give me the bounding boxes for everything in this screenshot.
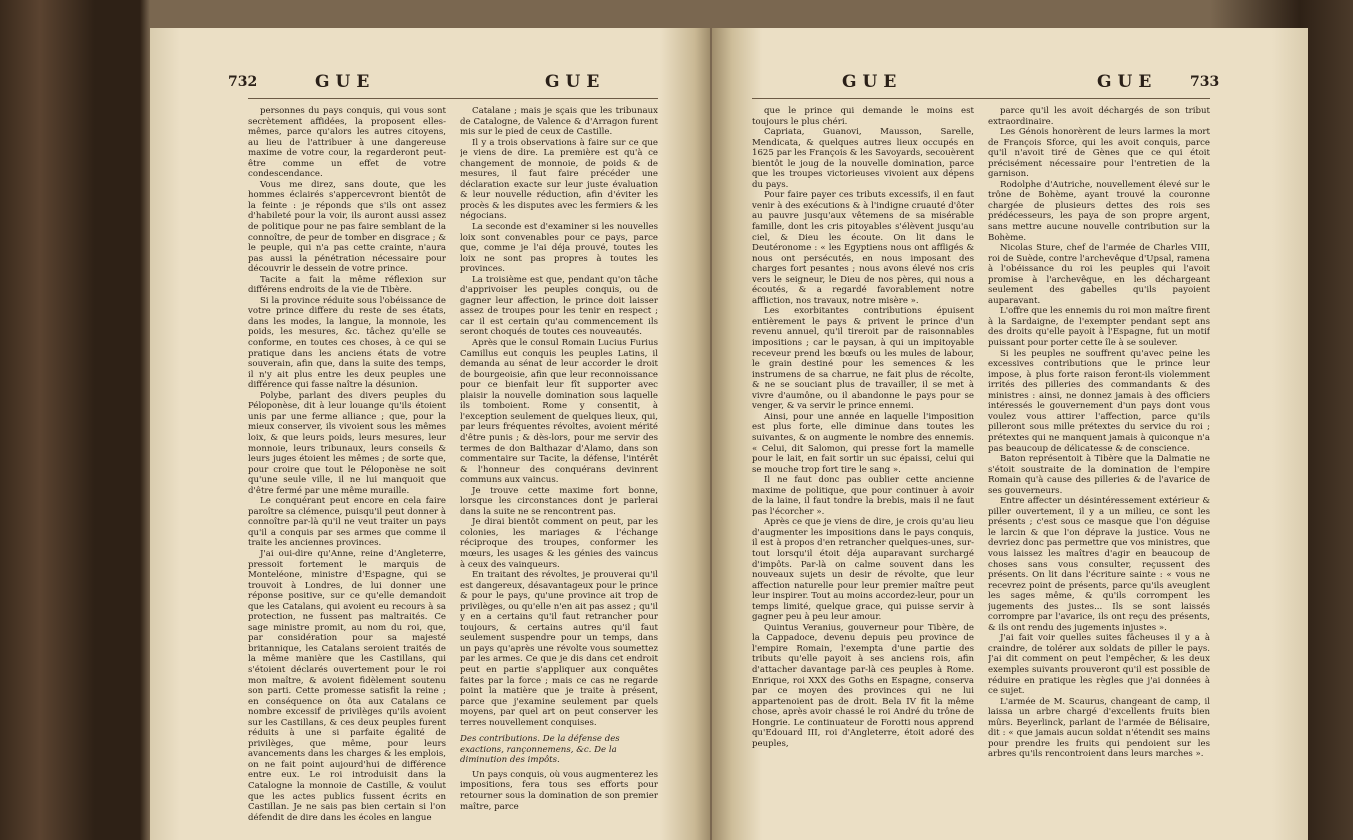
- paragraph: J'ai oui-dire qu'Anne, reine d'Angleterre, pressoit fortement le marquis de Monteléone, ministre d'Espagne, qui se trouvoit à Londres, de lui donner une réponse positive, sur ce qu'elle demandoit que les Catalans, qui avoient eu recours à sa protection, ne fussent pas maltraités. Ce sage ministre promit, au nom du roi, que, par considération pour sa majesté britannique, les Catalans seroient traités de la même manière que les Castillans, qui s'étoient déclarés ouvertement pour le roi mon maître, & avoient fidèlement soutenu son parti. Cette promesse satisfit la reine ; en conséquence on ôta aux Catalans ce nombre excessif de privilèges qu'ils avoient sur les Castillans, & ces deux peuples furent réduits à une si parfaite égalité de privilèges, que même, pour leurs avancements dans les charges & les emplois, on ne fait point aujourd'hui de différence entre eux. Le roi introduisit dans la Catalogne la monnoie de Castille, & voulut que les actes publics fussent écrits en Castillan. Je ne sais pas bien certain si l'on défendit de dire dans les écoles en langue: [248, 548, 446, 823]
- paragraph: Il y a trois observations à faire sur ce que je viens de dire. La première est qu'à ce changement de monnoie, de poids & de mesures, il faut faire précéder une déclaration exacte sur leur juste évaluation & leur nouvelle réduction, afin d'éviter les procès & les disputes avec les fermiers & les négocians.: [460, 137, 658, 222]
- running-head: GUE: [842, 72, 903, 92]
- paragraph: Il ne faut donc pas oublier cette ancienne maxime de politique, que pour continuer à avoir de la laine, il faut tondre la brebis, mais il ne faut pas l'écorcher ».: [752, 475, 974, 517]
- text-column: [248, 106, 446, 840]
- paragraph: La troisième est que, pendant qu'on tâche d'apprivoiser les peuples conquis, ou de gagner leur affection, le prince doit laisser assez de troupes pour les tenir en respect ; car il est certain qu'au commencement ils seront choqués de toutes ces nouveautés.: [460, 274, 658, 338]
- section-heading: Des contributions. De la défense des exactions, rançonnemens, &c. De la diminution des impôts.: [460, 734, 620, 766]
- page-number: 732: [228, 74, 258, 90]
- page-number: 733: [1190, 74, 1220, 90]
- paragraph: Catalane ; mais je sçais que les tribunaux de Catalogne, de Valence & d'Arragon furent mis sur le pied de ceux de Castille.: [460, 106, 658, 138]
- text-column: [988, 106, 1210, 840]
- paragraph: Baton représentoit à Tibère que la Dalmatie ne s'étoit soustraite de la domination de l'empire Romain qu'à cause des pilleries & de l'avarice de ses gouverneurs.: [988, 454, 1210, 496]
- header-rule: [248, 98, 658, 99]
- paragraph: parce qu'il les avoit déchargés de son tribut extraordinaire.: [988, 106, 1210, 127]
- paragraph: Je dirai bientôt comment on peut, par les colonies, les mariages & l'échange réciproque des troupes, conformer les mœurs, les usages & les génies des vaincus à ceux des vainqueurs.: [460, 517, 658, 570]
- running-head: GUE: [315, 72, 376, 92]
- paragraph: Après que le consul Romain Lucius Furius Camillus eut conquis les peuples Latins, il demanda au sénat de leur accorder le droit de bourgeoisie, afin que leur reconnoissance pour ce bienfait leur fît supporter avec plaisir la nouvelle domination sous laquelle ils tomboient. Rome y consentit, à l'exception seulement de quelques lieux, qui, par leurs fréquentes révoltes, avoient mérité d'être punis ; & dès-lors, pour me servir des termes de don Balthazar d'Alamo, dans son commentaire sur Tacite, la défense, l'intérêt & l'honneur des conquérans devinrent communs aux vaincus.: [460, 338, 658, 486]
- paragraph: que le prince qui demande le moins est toujours le plus chéri.: [752, 106, 974, 127]
- paragraph: Après ce que je viens de dire, je crois qu'au lieu d'augmenter les impositions dans le pays conquis, il est à propos d'en retrancher quelques-unes, sur-tout lorsqu'il étoit déja auparavant surchargé d'impôts. Par-là on calme souvent dans les nouveaux sujets un desir de révolte, que leur affection naturelle pour leur premier maître peut leur inspirer. Tout au moins accordez-leur, pour un temps limité, quelque grace, qui puisse servir à gagner peu à peu leur amour.: [752, 517, 974, 623]
- paragraph: Entre affecter un désintéressement extérieur & piller ouvertement, il y a un milieu, ce sont les présents ; c'est sous ce masque que l'on déguise le larcin & que l'on déprave la justice. Vous ne devriez donc pas permettre que vos ministres, que vous laissez les maîtres d'agir en beaucoup de choses sans vous consulter, reçussent des présents. On lit dans l'écriture sainte : « vous ne recevrez point de présents, parce qu'ils aveuglent les sages même, & qu'ils corrompent les jugements des justes... Ils se sont laissés corrompre par l'avarice, ils ont reçu des présents, & ils ont rendu des jugements injustes ».: [988, 496, 1210, 633]
- paragraph: Le conquérant peut encore en cela faire paroître sa clémence, puisqu'il peut donner à connoître par-là qu'il ne veut traiter un pays qu'il a conquis par ses armes que comme il traite les anciennes provinces.: [248, 496, 446, 549]
- paragraph: Nicolas Sture, chef de l'armée de Charles VIII, roi de Suède, contre l'archevêque d'Upsal, ramena à l'obéissance du roi les peuples qui l'avoit promise à l'archevêque, en les déchargeant seulement des gabelles qu'ils payoient auparavant.: [988, 243, 1210, 306]
- paragraph: Polybe, parlant des divers peuples du Péloponèse, dit à leur louange qu'ils étoient unis par une ferme alliance ; que, pour la mieux conserver, ils vivoient sous les mêmes loix, & que leurs poids, leurs mesures, leur monnoie, leurs tribunaux, leurs conseils & leurs juges étoient les mêmes ; de sorte que, pour croire que tout le Péloponèse ne soit qu'une seule ville, il ne lui manquoit que d'être fermé par une même muraille.: [248, 390, 446, 496]
- paragraph: Quintus Veranius, gouverneur pour Tibère, de la Cappadoce, devenu depuis peu province de l'empire Romain, l'exempta d'une partie des tributs qu'elle payoit à ses anciens rois, afin d'attacher davantage par-là ces peuples à Rome. Enrique, roi XXX des Goths en Espagne, conserva par ce moyen des provinces qui ne lui appartenoient pas de droit. Bela IV fit la même chose, après avoir chassé le roi André du trône de Hongrie. Le continuateur de Forotti nous apprend qu'Edouard III, roi d'Angleterre, étoit adoré des peuples,: [752, 622, 974, 749]
- paragraph: personnes du pays conquis, qui vous sont secrètement affidées, la proposent elles-mêmes, parce qu'alors les autres citoyens, au lieu de l'attribuer à une dangereuse maxime de votre cour, la regarderont peut-être comme un effet de votre condescendance.: [248, 106, 446, 180]
- paragraph: L'armée de M. Scaurus, changeant de camp, il laissa un arbre chargé d'excellents fruits bien mûrs. Beyerlinck, parlant de l'armée de Bélisaire, dit : « que jamais aucun soldat n'étendit ses mains pour prendre les fruits qui pendoient sur les arbres qu'ils rencontroient dans leurs marches ».: [988, 696, 1210, 760]
- paragraph: J'ai fait voir quelles suites fâcheuses il y a à craindre, de tolérer aux soldats de piller le pays. J'ai dit comment on peut l'empêcher, & les deux exemples suivants prouveront qu'il est possible de réduire en pratique les règles que j'ai données à ce sujet.: [988, 633, 1210, 697]
- paragraph: Les exorbitantes contributions épuisent entièrement le pays & privent le prince d'un revenu annuel, qu'il tireroit par de raisonnables impositions ; car le paysan, à qui un impitoyable receveur prend les bœufs ou les mules de labour, le grain destiné pour les semences & les instrumens de sa charrue, ne fait plus de récolte, & ne se souciant plus de travailler, il se met à vivre d'aumône, ou il abandonne le pays pour se venger, & va servir le prince ennemi.: [752, 306, 974, 412]
- paragraph: La seconde est d'examiner si les nouvelles loix sont convenables pour ce pays, parce que, comme je l'ai déja prouvé, toutes les loix ne sont pas propres à toutes les provinces.: [460, 222, 658, 275]
- right-page: [712, 28, 1308, 840]
- text-column: [460, 106, 658, 840]
- paragraph: Un pays conquis, où vous augmenterez les impositions, fera tous ses efforts pour retourner sous la domination de son premier maître, parce: [460, 769, 658, 812]
- paragraph: Si la province réduite sous l'obéissance de votre prince differe du reste de ses états, dans les modes, la langue, la monnoie, les poids, les mesures, &c. tâchez qu'elle se conforme, en toutes ces choses, à ce qui se pratique dans les anciens états de votre souverain, afin que, dans la suite des temps, il n'y ait plus entre les deux peuples une différence qui fasse naître la désunion.: [248, 295, 446, 391]
- paragraph: En traitant des révoltes, je prouverai qu'il est dangereux, désavantageux pour le prince & pour le pays, qu'une province ait trop de privilèges, ou qu'elle n'en ait pas assez ; qu'il y en a certains qu'il faut retrancher pour toujours, & certains autres qu'il faut seulement suspendre pour un temps, dans un pays qu'après une révolte vous soumettez par les armes. Ce que je dis dans cet endroit peut en partie s'appliquer aux conquêtes faites par la force ; mais ce cas ne regarde point la matière que je traite à présent, parce que j'examine seulement par quels moyens, par quel art on peut conserver les terres nouvellement conquises.: [460, 570, 658, 728]
- paragraph: Tacite a fait la même réflexion sur différens endroits de la vie de Tibère.: [248, 274, 446, 296]
- header-rule: [752, 98, 1210, 99]
- paragraph: Si les peuples ne souffrent qu'avec peine les excessives contributions que le prince leur impose, à plus forte raison feront-ils violemment irrités des pilleries des commandants & des ministres : ainsi, ne donnez jamais à des officiers intéressés le gouvernement d'un pays dont vous voulez vous attirer l'affection, parce qu'ils pilleront sous mille prétextes du service du roi ; prétextes qui ne manquent jamais à quiconque n'a pas beaucoup de délicatesse & de conscience.: [988, 348, 1210, 454]
- paragraph: Vous me direz, sans doute, que les hommes éclairés s'appercevront bientôt de la feinte : je réponds que s'ils ont assez d'habileté pour la voir, ils auront aussi assez de politique pour ne pas faire semblant de la connoître, de peur de tomber en disgrace ; & le peuple, qui n'a pas cette crainte, n'aura pas aussi la pénétration nécessaire pour découvrir le dessein de votre prince.: [248, 179, 446, 275]
- paragraph: Ainsi, pour une année en laquelle l'imposition est plus forte, elle diminue dans toutes les suivantes, & on augmente le nombre des ennemis. « Celui, dit Salomon, qui presse fort la mamelle pour le lait, en fait sortir un suc épaissi, celui qui se mouche trop fort tire le sang ».: [752, 411, 974, 475]
- text-column: [752, 106, 974, 840]
- running-head: GUE: [545, 72, 606, 92]
- paragraph: L'offre que les ennemis du roi mon maître firent à la Sardaigne, de l'exempter pendant sept ans des droits qu'elle payoit à l'Espagne, fut un motif puissant pour porter cette île à se soulever.: [988, 306, 1210, 349]
- paragraph: Les Génois honorèrent de leurs larmes la mort de François Sforce, qui les avoit conquis, parce qu'il n'avoit tiré de Gènes que ce qui étoit précisément nécessaire pour l'entretien de la garnison.: [988, 127, 1210, 180]
- paragraph: Capriata, Guanovi, Mausson, Sarelle, Mendicata, & quelques autres lieux occupés en 1625 par les François & les Savoyards, secouèrent bientôt le joug de la nouvelle domination, parce que les troupes victorieuses vivoient aux dépens du pays.: [752, 127, 974, 190]
- paragraph: Je trouve cette maxime fort bonne, lorsque les circonstances dont je parlerai dans la suite ne se rencontrent pas.: [460, 485, 658, 517]
- paragraph: Pour faire payer ces tributs excessifs, il en faut venir à des exécutions & à l'indigne cruauté d'ôter au pauvre jusqu'aux vêtemens de sa misérable famille, dont les cris pitoyables s'élèvent jusqu'au ciel, & Dieu les écoute. On lit dans le Deutéronome : « les Egyptiens nous ont affligés & nous ont persécutés, en nous imposant des charges fort pesantes ; nous avons élevé nos cris vers le seigneur, le Dieu de nos pères, qui nous a écoutés, & a regardé favorablement notre affliction, nos travaux, notre misère ».: [752, 190, 974, 306]
- running-head: GUE: [1097, 72, 1158, 92]
- paragraph: Rodolphe d'Autriche, nouvellement élevé sur le trône de Bohème, ayant trouvé la couronne chargée de plusieurs dettes des rois ses prédécesseurs, les paya de son propre argent, sans mettre aucune nouvelle contribution sur la Bohème.: [988, 179, 1210, 243]
- left-page: [150, 28, 710, 840]
